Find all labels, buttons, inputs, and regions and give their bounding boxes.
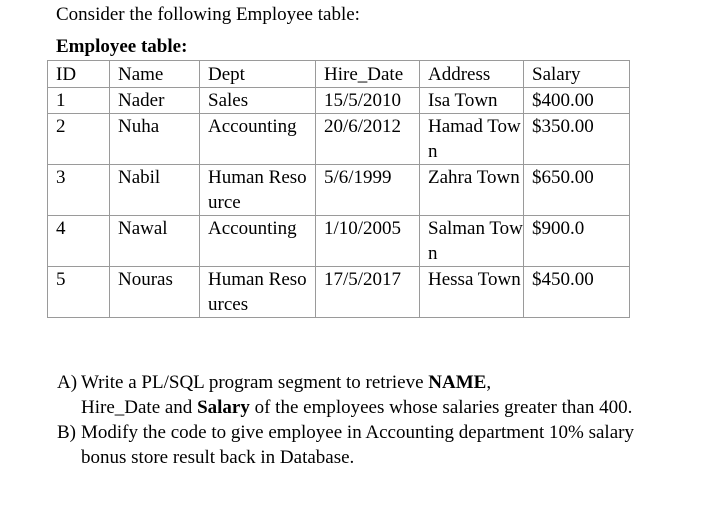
question-a-text-1: Write a PL/SQL program segment to retrieve — [81, 372, 429, 393]
cell-address: Zahra Town — [420, 165, 524, 216]
cell-salary: $900.0 — [524, 216, 630, 267]
cell-address: Isa Town — [420, 88, 524, 114]
question-a-text-4: of the employees whose salaries greater than 400. — [249, 397, 633, 418]
cell-hire-date: 15/5/2010 — [316, 88, 420, 114]
question-a-label: A) — [57, 372, 78, 393]
cell-salary: $450.00 — [524, 267, 630, 318]
header-address: Address — [420, 61, 524, 88]
cell-address: Salman Town — [420, 216, 524, 267]
cell-name: Nabil — [110, 165, 200, 216]
cell-name: Nader — [110, 88, 200, 114]
header-salary: Salary — [524, 61, 630, 88]
intro-text: Consider the following Employee table: — [56, 4, 360, 25]
question-b-label: B) — [57, 422, 76, 443]
table-row — [48, 267, 630, 318]
cell-id: 3 — [48, 165, 110, 216]
cell-dept: Human Resource — [200, 165, 316, 216]
table-row — [48, 216, 630, 267]
question-b-text: Modify the code to give employee in Accounting department 10% salary bonus store result back in Database. — [81, 422, 634, 468]
question-a-text-2: , — [486, 372, 492, 393]
header-hire-date: Hire_Date — [316, 61, 420, 88]
questions-list — [57, 370, 657, 470]
cell-dept: Human Resources — [200, 267, 316, 318]
table-header-row — [48, 61, 630, 88]
cell-dept: Sales — [200, 88, 316, 114]
cell-dept: Accounting — [200, 216, 316, 267]
question-a-bold-name: NAME — [428, 372, 487, 393]
cell-address: Hamad Town — [420, 114, 524, 165]
question-a-bold-salary: Salary — [197, 397, 250, 418]
table-row — [48, 88, 630, 114]
table-row — [48, 114, 630, 165]
cell-id: 4 — [48, 216, 110, 267]
cell-name: Nawal — [110, 216, 200, 267]
cell-hire-date: 1/10/2005 — [316, 216, 420, 267]
header-dept: Dept — [200, 61, 316, 88]
table-row — [48, 165, 630, 216]
cell-address: Hessa Town — [420, 267, 524, 318]
cell-hire-date: 20/6/2012 — [316, 114, 420, 165]
cell-name: Nuha — [110, 114, 200, 165]
header-name: Name — [110, 61, 200, 88]
cell-name: Nouras — [110, 267, 200, 318]
cell-salary: $350.00 — [524, 114, 630, 165]
cell-id: 1 — [48, 88, 110, 114]
cell-salary: $400.00 — [524, 88, 630, 114]
cell-salary: $650.00 — [524, 165, 630, 216]
employee-table — [47, 60, 630, 318]
header-id: ID — [48, 61, 110, 88]
cell-hire-date: 17/5/2017 — [316, 267, 420, 318]
cell-id: 2 — [48, 114, 110, 165]
cell-id: 5 — [48, 267, 110, 318]
question-b — [57, 420, 657, 470]
table-caption: Employee table: — [56, 36, 188, 57]
cell-hire-date: 5/6/1999 — [316, 165, 420, 216]
cell-dept: Accounting — [200, 114, 316, 165]
question-a-text-3: Hire_Date and — [81, 397, 198, 418]
question-a — [57, 370, 657, 420]
